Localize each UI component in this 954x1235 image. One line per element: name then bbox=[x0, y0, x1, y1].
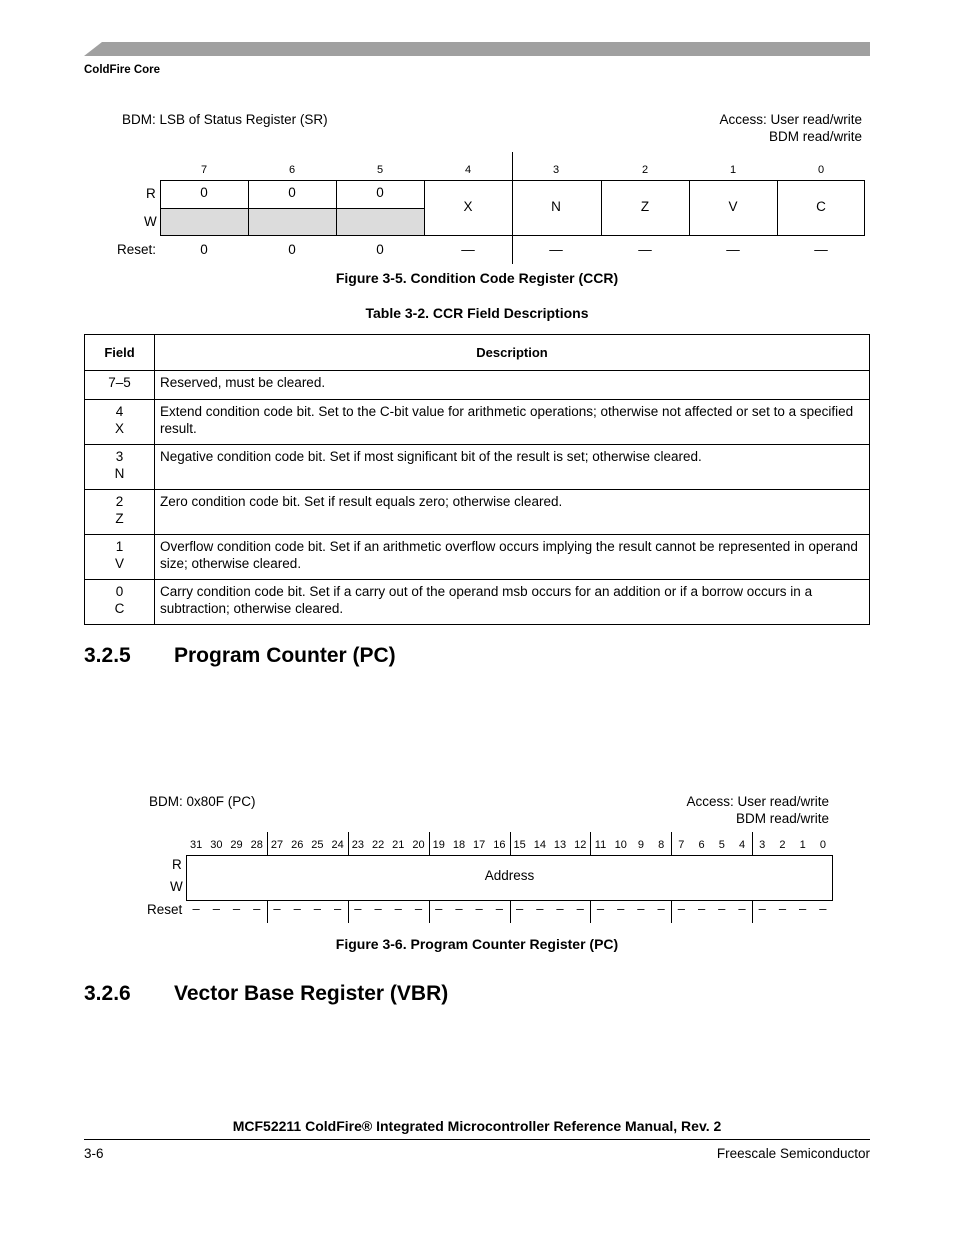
pc-bit-number: 19 bbox=[432, 839, 445, 851]
ccr-field-v: V bbox=[728, 199, 738, 214]
ccr-rw-divider bbox=[160, 208, 424, 209]
pc-reset-value: – bbox=[657, 901, 665, 916]
field-name: Z bbox=[115, 511, 124, 526]
pc-reset-value: – bbox=[637, 901, 645, 916]
ccr-reset-value: 0 bbox=[376, 242, 384, 257]
ccr-read-label: R bbox=[146, 186, 156, 201]
ccr-field-table bbox=[84, 334, 870, 625]
pc-nibble-divider bbox=[510, 832, 511, 855]
ccr-reset-value: — bbox=[726, 242, 740, 257]
ccr-write-label: W bbox=[144, 214, 157, 229]
pc-bit-number: 20 bbox=[412, 839, 425, 851]
pc-bit-number: 30 bbox=[210, 839, 223, 851]
pc-bit-number: 5 bbox=[718, 839, 725, 851]
ccr-read-value: 0 bbox=[376, 185, 384, 200]
pc-reset-value: – bbox=[394, 901, 402, 916]
pc-bit-number: 31 bbox=[189, 839, 203, 851]
ccr-bit-number: 6 bbox=[288, 164, 296, 176]
pc-nibble-divider bbox=[671, 832, 672, 855]
pc-bit-number: 2 bbox=[779, 839, 786, 851]
table-cell-description: Zero condition code bit. Set if result equals zero; otherwise cleared. bbox=[155, 490, 870, 535]
field-name: X bbox=[114, 421, 124, 436]
pc-bit-number: 11 bbox=[594, 839, 607, 851]
pc-reset-value: – bbox=[293, 901, 301, 916]
pc-bit-number: 1 bbox=[799, 839, 806, 851]
pc-reset-value: – bbox=[354, 901, 362, 916]
pc-write-label: W bbox=[170, 879, 183, 894]
pc-reset-value: – bbox=[455, 901, 463, 916]
pc-reset-value: – bbox=[718, 901, 726, 916]
pc-bit-number: 15 bbox=[513, 839, 526, 851]
field-bits: 3 bbox=[115, 449, 124, 464]
pc-bit-number: 8 bbox=[658, 839, 665, 851]
footer-rule bbox=[84, 1139, 870, 1140]
pc-bit-number: 18 bbox=[452, 839, 466, 851]
ccr-bit-number: 2 bbox=[641, 164, 649, 176]
ccr-bdm-label: BDM: LSB of Status Register (SR) bbox=[122, 112, 328, 127]
pc-bit-number: 0 bbox=[819, 839, 826, 851]
pc-bit-number: 21 bbox=[392, 839, 405, 851]
table-cell-description: Overflow condition code bit. Set if an arithmetic overflow occurs implying the result cannot be represented in operand size; otherwise cleared. bbox=[155, 535, 870, 580]
ccr-access-line1: Access: User read/write bbox=[719, 112, 862, 127]
field-name: V bbox=[114, 556, 124, 571]
field-bits: 2 bbox=[115, 494, 124, 509]
ccr-reset-value: — bbox=[638, 242, 652, 257]
pc-bit-number: 9 bbox=[637, 839, 644, 851]
pc-bit-number: 13 bbox=[553, 839, 567, 851]
pc-bit-number: 24 bbox=[331, 839, 344, 851]
ccr-field-x: X bbox=[463, 199, 473, 214]
pc-reset-value: – bbox=[819, 901, 827, 916]
pc-nibble-divider bbox=[752, 832, 753, 855]
table-cell-description: Negative condition code bit. Set if most significant bit of the result is set; otherwise cleared. bbox=[155, 445, 870, 490]
pc-reset-value: – bbox=[778, 901, 787, 916]
pc-bit-number: 14 bbox=[533, 839, 546, 851]
footer-page-number: 3-6 bbox=[84, 1146, 104, 1161]
table-row bbox=[85, 490, 870, 535]
pc-reset-value: – bbox=[515, 901, 524, 916]
pc-nibble-divider bbox=[267, 832, 268, 855]
table-cell-field bbox=[85, 580, 155, 625]
table-row bbox=[85, 400, 870, 445]
pc-reset-value: – bbox=[212, 901, 220, 916]
section-title: Vector Base Register (VBR) bbox=[174, 982, 449, 1005]
pc-reset-label: Reset bbox=[147, 902, 183, 917]
pc-nibble-divider bbox=[429, 832, 430, 855]
pc-reset-value: – bbox=[253, 901, 261, 916]
table-header-field: Field bbox=[85, 335, 155, 371]
ccr-field-z: Z bbox=[640, 199, 650, 214]
ccr-bit-number: 4 bbox=[464, 164, 472, 176]
pc-bit-number: 25 bbox=[311, 839, 324, 851]
pc-bit-number: 7 bbox=[678, 839, 685, 851]
ccr-table-title: Table 3-2. CCR Field Descriptions bbox=[365, 305, 589, 321]
table-cell-description: Reserved, must be cleared. bbox=[155, 371, 870, 400]
pc-reset-value: – bbox=[556, 901, 564, 916]
field-bits: 0 bbox=[115, 584, 124, 599]
pc-reset-value: – bbox=[576, 901, 584, 916]
table-cell-field bbox=[85, 535, 155, 580]
pc-nibble-divider bbox=[348, 832, 349, 855]
pc-reset-value: – bbox=[617, 901, 625, 916]
pc-reset-value: – bbox=[273, 901, 281, 916]
table-cell-field bbox=[85, 490, 155, 535]
table-header-row bbox=[85, 335, 870, 371]
pc-bit-number: 6 bbox=[698, 839, 705, 851]
pc-bit-number: 27 bbox=[270, 839, 284, 851]
ccr-write-reserved bbox=[161, 208, 424, 235]
pc-access-line1: Access: User read/write bbox=[686, 794, 829, 809]
ccr-reset-value: — bbox=[461, 242, 475, 257]
field-bits: 4 bbox=[115, 404, 124, 419]
ccr-bit-number: 7 bbox=[200, 164, 208, 176]
pc-reset-value: – bbox=[475, 901, 483, 916]
footer-company: Freescale Semiconductor bbox=[716, 1146, 870, 1161]
ccr-field-n: N bbox=[551, 199, 561, 214]
pc-nibble-divider bbox=[590, 832, 591, 855]
pc-bit-number: 3 bbox=[759, 839, 766, 851]
pc-bit-number: 16 bbox=[493, 839, 506, 851]
pc-reset-value: – bbox=[495, 901, 503, 916]
pc-access-line2: BDM read/write bbox=[735, 811, 829, 826]
pc-reset-value: – bbox=[414, 901, 423, 916]
pc-reset-value: – bbox=[334, 901, 342, 916]
pc-field-address: Address bbox=[484, 868, 535, 883]
pc-reset-value: – bbox=[374, 901, 382, 916]
table-cell-description: Extend condition code bit. Set to the C-bit value for arithmetic operations; otherwise not affected or set to a specified result. bbox=[155, 400, 870, 445]
footer-manual-title: MCF52211 ColdFire® Integrated Microcontroller Reference Manual, Rev. 2 bbox=[232, 1118, 722, 1134]
pc-bit-number: 28 bbox=[250, 839, 263, 851]
ccr-reset-label: Reset: bbox=[117, 242, 157, 257]
ccr-field-c: C bbox=[816, 199, 826, 214]
ccr-bit-number: 5 bbox=[376, 164, 384, 176]
ccr-reset-value: — bbox=[549, 242, 563, 257]
ccr-figure-caption: Figure 3-5. Condition Code Register (CCR) bbox=[335, 270, 619, 286]
section-title: Program Counter (PC) bbox=[174, 644, 396, 667]
pc-read-label: R bbox=[172, 857, 182, 872]
pc-bit-number: 4 bbox=[738, 839, 746, 851]
pc-figure-caption: Figure 3-6. Program Counter Register (PC) bbox=[335, 936, 619, 952]
table-cell-description: Carry condition code bit. Set if a carry out of the operand msb occurs for an addition or if a borrow occurs in a subtraction; otherwise cleared. bbox=[155, 580, 870, 625]
table-cell-field bbox=[85, 445, 155, 490]
section-number: 3.2.5 bbox=[84, 644, 131, 667]
field-name: N bbox=[114, 466, 125, 481]
ccr-reset-value: 0 bbox=[288, 242, 296, 257]
ccr-read-value: 0 bbox=[288, 185, 296, 200]
pc-bit-number: 23 bbox=[351, 839, 364, 851]
ccr-reset-value: 0 bbox=[200, 242, 208, 257]
ccr-reset-value: — bbox=[814, 242, 828, 257]
field-name: C bbox=[114, 601, 125, 616]
table-cell-field bbox=[85, 400, 155, 445]
pc-bit-number: 26 bbox=[291, 839, 304, 851]
pc-reset-value: – bbox=[536, 901, 544, 916]
ccr-bit-number: 0 bbox=[817, 164, 825, 176]
table-row bbox=[85, 371, 870, 400]
pc-reset-value: – bbox=[677, 901, 685, 916]
table-row bbox=[85, 445, 870, 490]
field-bits: 7–5 bbox=[108, 375, 131, 390]
ccr-read-value: 0 bbox=[200, 185, 208, 200]
table-cell-field bbox=[85, 371, 155, 400]
pc-reset-value: – bbox=[232, 901, 241, 916]
ccr-access-line2: BDM read/write bbox=[768, 129, 862, 144]
pc-bit-number: 22 bbox=[371, 839, 385, 851]
pc-bit-number: 12 bbox=[574, 839, 587, 851]
pc-bit-number: 10 bbox=[614, 839, 627, 851]
pc-reset-value: – bbox=[697, 901, 706, 916]
pc-reset-value: – bbox=[313, 901, 322, 916]
section-number: 3.2.6 bbox=[84, 982, 131, 1005]
pc-bit-number: 29 bbox=[230, 839, 243, 851]
field-bits: 1 bbox=[115, 539, 124, 554]
table-row bbox=[85, 580, 870, 625]
table-row bbox=[85, 535, 870, 580]
pc-bdm-label: BDM: 0x80F (PC) bbox=[149, 794, 256, 809]
section-heading-vbr bbox=[84, 982, 448, 1006]
ccr-bit-number: 1 bbox=[729, 164, 737, 176]
section-heading-pc bbox=[84, 644, 396, 668]
pc-reset-value: – bbox=[192, 901, 200, 916]
pc-reset-value: – bbox=[596, 901, 605, 916]
table-header-description: Description bbox=[155, 335, 870, 371]
pc-reset-value: – bbox=[758, 901, 766, 916]
running-header: ColdFire Core bbox=[84, 64, 161, 76]
pc-reset-value: – bbox=[799, 901, 807, 916]
pc-reset-value: – bbox=[435, 901, 443, 916]
pc-reset-value: – bbox=[738, 901, 746, 916]
ccr-bit-number: 3 bbox=[552, 164, 560, 176]
header-bar bbox=[84, 42, 870, 56]
pc-bit-number: 17 bbox=[473, 839, 486, 851]
